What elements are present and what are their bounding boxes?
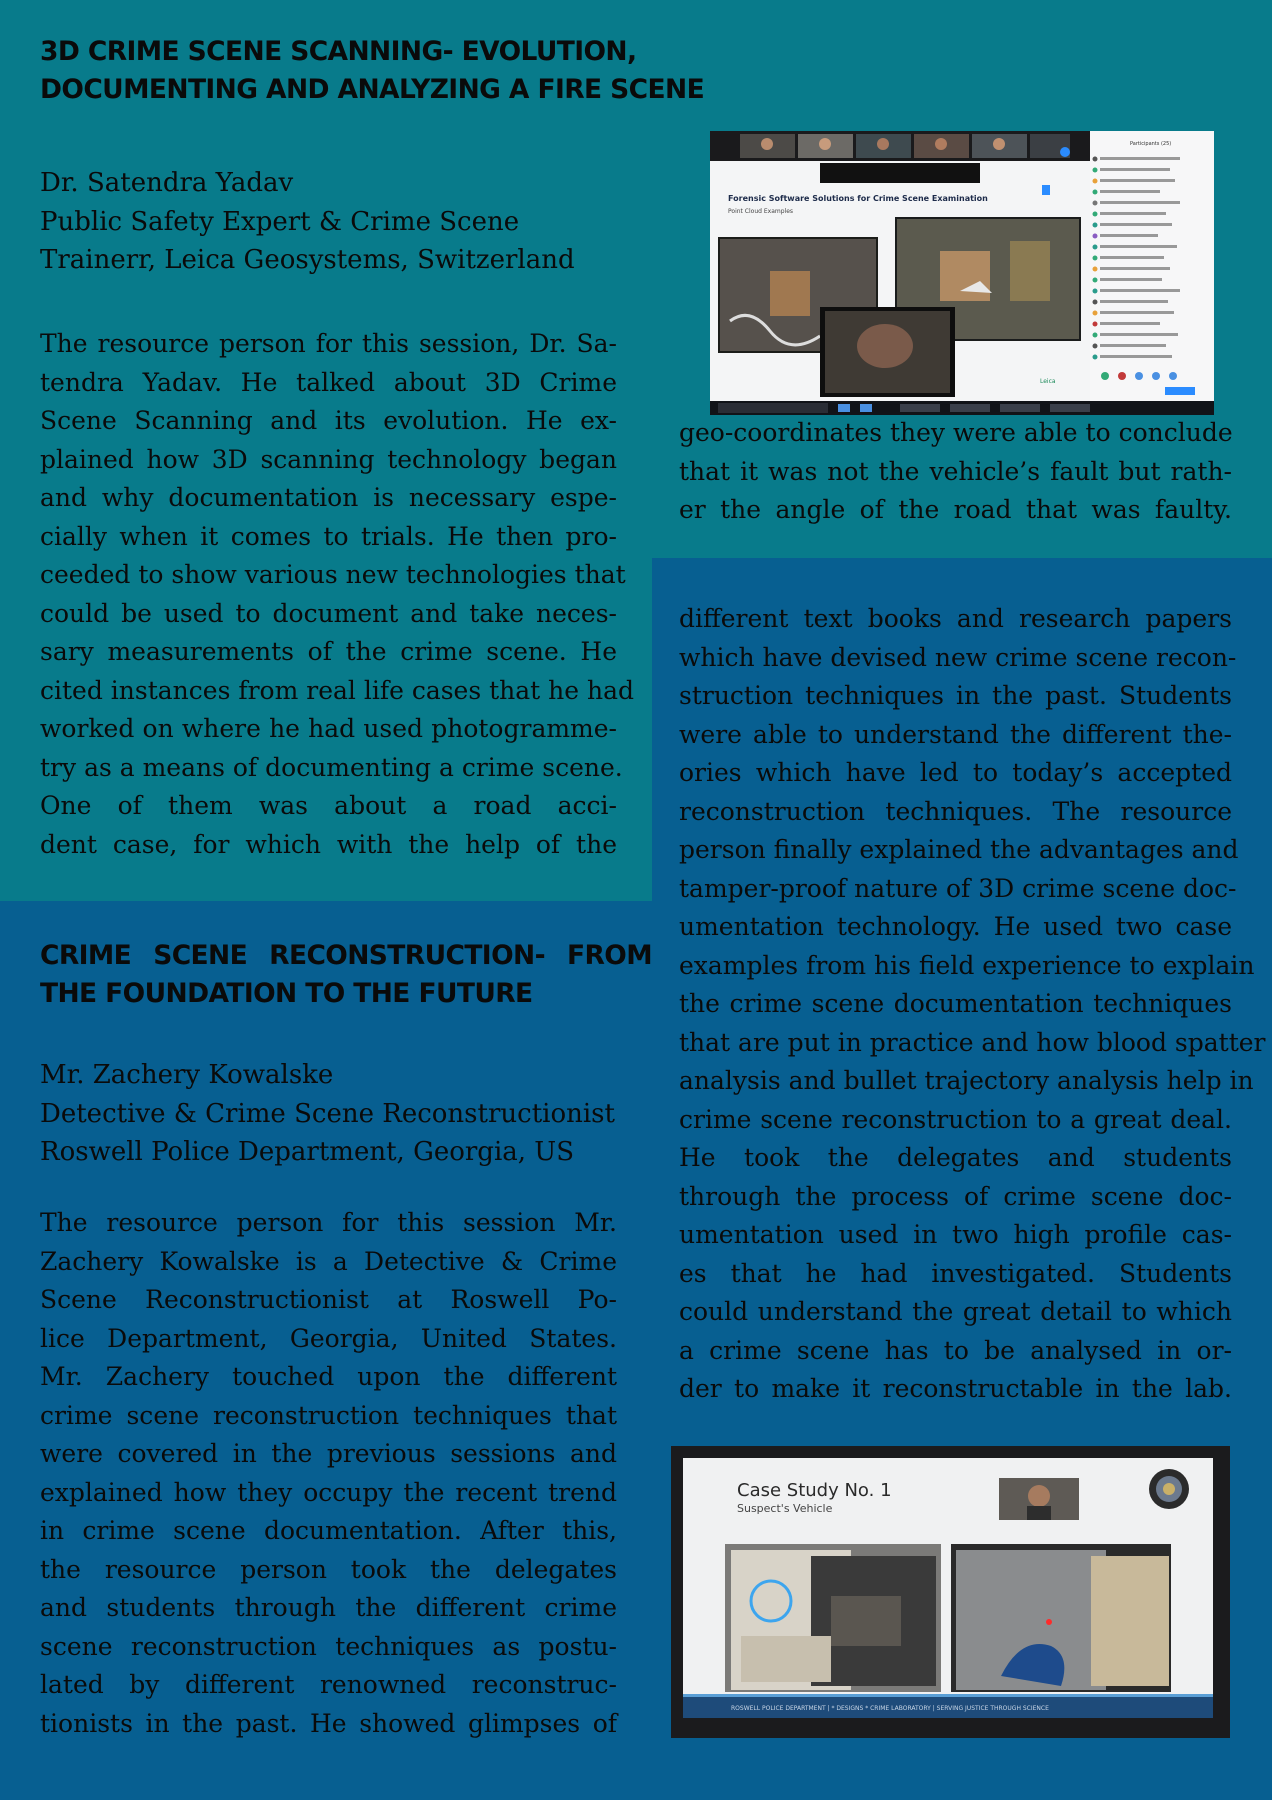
text-line: One of them was about a road acci-: [40, 791, 617, 820]
text-line: lated by different renowned reconstruc-: [40, 1670, 617, 1699]
text-line: through the process of crime scene doc-: [679, 1181, 1232, 1211]
text-line: that are put in practice and how blood spatter: [679, 1027, 1266, 1057]
text-line: and students through the different crime: [40, 1593, 617, 1622]
text-line: tendra Yadav. He talked about 3D Crime: [40, 367, 617, 397]
text-line: could be used to document and take neces-: [40, 598, 617, 628]
text-line: lice Department, Georgia, United States.: [40, 1323, 617, 1353]
speaker-affiliation: Roswell Police Department, Georgia, US: [40, 1137, 575, 1167]
section1-body-right: [679, 414, 1232, 530]
text-line: in crime scene documentation. After this,: [40, 1516, 617, 1545]
text-line: tionists in the past. He showed glimpses of: [40, 1708, 617, 1738]
svg-text:Leica: Leica: [1040, 378, 1056, 385]
section2-speaker: [40, 1056, 615, 1172]
text-line: that it was not the vehicle’s fault but rath-: [679, 456, 1232, 486]
text-line: der to make it reconstructable in the lab.: [679, 1374, 1232, 1403]
text-line: The resource person for this session, Dr. Sa-: [40, 329, 617, 358]
text-line: and why documentation is necessary espe-: [40, 483, 617, 512]
text-line: sary measurements of the crime scene. He: [40, 637, 617, 666]
participants-title: Participants (25): [1130, 141, 1172, 147]
case-study-footer: ROSWELL POLICE DEPARTMENT | * DESIGNS * CRIME LABORATORY | SERVING JUSTICE THROUGH SCIENCE: [731, 1705, 1049, 1712]
section2-body-left: [40, 1204, 617, 1743]
text-line: reconstruction techniques. The resource: [679, 796, 1232, 826]
text-line: crime scene reconstruction techniques that: [40, 1400, 617, 1430]
zoom-meeting-screenshot: [710, 131, 1214, 415]
text-line: could understand the great detail to which: [679, 1297, 1232, 1326]
slide-title: Forensic Software Solutions for Crime Scene Examination: [728, 194, 988, 203]
section2-body-right: [679, 600, 1266, 1409]
case-study-title: Case Study No. 1: [737, 1480, 892, 1501]
text-line: geo-coordinates they were able to conclude: [679, 418, 1233, 447]
section1-heading-line: 3D CRIME SCENE SCANNING- EVOLUTION,: [40, 36, 637, 67]
text-line: The resource person for this session Mr.: [40, 1208, 617, 1237]
text-line: He took the delegates and students: [679, 1143, 1232, 1172]
text-line: dent case, for which with the help of the: [40, 829, 617, 859]
text-line: the crime scene documentation techniques: [679, 989, 1232, 1018]
text-line: scene reconstruction techniques as postu-: [40, 1631, 617, 1661]
speaker-name: Dr. Satendra Yadav: [40, 168, 294, 198]
section1-heading-line: DOCUMENTING AND ANALYZING A FIRE SCENE: [40, 74, 705, 105]
text-line: struction techniques in the past. Students: [679, 681, 1232, 710]
text-line: cially when it comes to trials. He then pro-: [40, 521, 617, 551]
case-study-graphic: [671, 1446, 1230, 1738]
section1-heading: [40, 33, 740, 109]
text-line: were able to understand the different the-: [679, 719, 1232, 749]
slide-subtitle: Point Cloud Examples: [728, 208, 794, 215]
text-line: cited instances from real life cases that he had: [40, 675, 635, 705]
text-line: tamper-proof nature of 3D crime scene doc-: [679, 873, 1237, 903]
text-line: a crime scene has to be analysed in or-: [679, 1335, 1232, 1365]
text-line: were covered in the previous sessions and: [40, 1439, 617, 1468]
text-line: analysis and bullet trajectory analysis help in: [679, 1066, 1254, 1095]
text-line: Scene Scanning and its evolution. He ex-: [40, 406, 617, 435]
text-line: explained how they occupy the recent trend: [40, 1477, 617, 1507]
speaker-affiliation: Trainerr, Leica Geosystems, Switzerland: [40, 245, 575, 275]
section2-heading-line: CRIME SCENE RECONSTRUCTION- FROM: [40, 940, 652, 971]
text-line: different text books and research papers: [679, 604, 1232, 633]
speaker-name: Mr. Zachery Kowalske: [40, 1060, 334, 1090]
text-line: worked on where he had used photogramme-: [40, 714, 617, 743]
text-line: ories which have led to today’s accepted: [679, 758, 1232, 787]
text-line: try as a means of documenting a crime scene.: [40, 752, 623, 782]
section2-heading-line: THE FOUNDATION TO THE FUTURE: [40, 978, 533, 1009]
text-line: Zachery Kowalske is a Detective & Crime: [40, 1246, 617, 1276]
text-line: ceeded to show various new technologies that: [40, 560, 626, 589]
text-line: the resource person took the delegates: [40, 1554, 617, 1584]
section2-heading: [40, 937, 652, 1013]
text-line: Mr. Zachery touched upon the different: [40, 1362, 617, 1391]
text-line: er the angle of the road that was faulty.: [679, 495, 1232, 524]
section1-speaker: [40, 164, 575, 280]
text-line: examples from his field experience to explain: [679, 950, 1255, 980]
text-line: es that he had investigated. Students: [679, 1258, 1232, 1288]
text-line: which have devised new crime scene recon-: [679, 642, 1237, 672]
zoom-screenshot-graphic: [710, 131, 1214, 415]
speaker-title: Public Safety Expert & Crime Scene: [40, 206, 520, 237]
text-line: crime scene reconstruction to a great deal.: [679, 1104, 1232, 1134]
speaker-title: Detective & Crime Scene Reconstructionist: [40, 1098, 615, 1129]
text-line: person finally explained the advantages and: [679, 835, 1239, 864]
text-line: Scene Reconstructionist at Roswell Po-: [40, 1285, 617, 1314]
text-line: umentation used in two high profile cas-: [679, 1220, 1232, 1249]
section1-body-left: [40, 325, 635, 864]
case-study-subtitle: Suspect's Vehicle: [737, 1502, 833, 1515]
text-line: plained how 3D scanning technology began: [40, 444, 617, 474]
case-study-screenshot: [671, 1446, 1230, 1738]
text-line: umentation technology. He used two case: [679, 912, 1232, 941]
